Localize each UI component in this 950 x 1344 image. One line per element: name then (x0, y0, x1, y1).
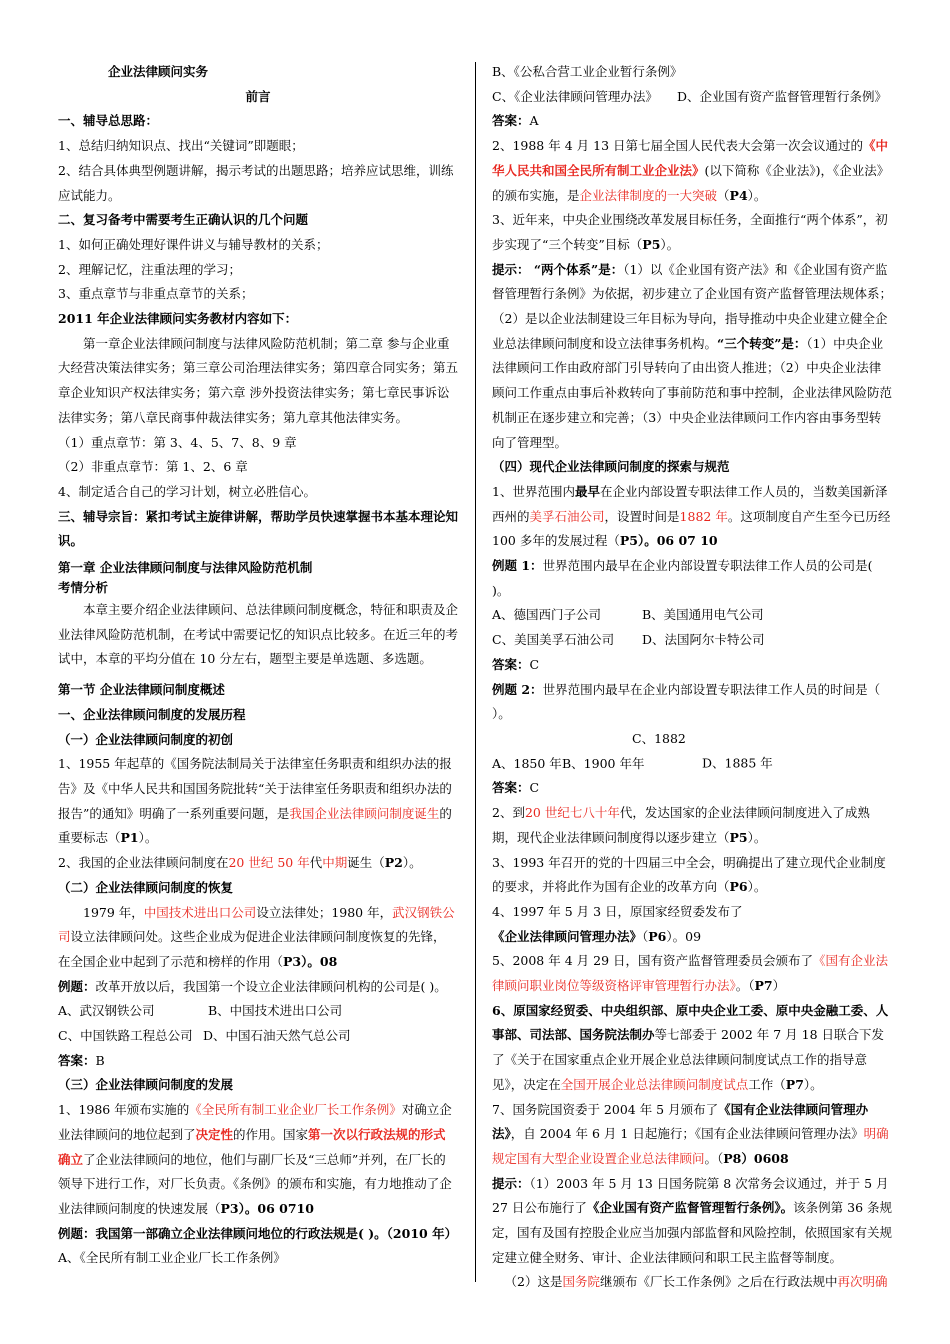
paragraph: 1、1955 年起草的《国务院法制局关于法律室任务职责和组织办法的报告》及《中华人民共和国国务院批转“关于法律室任务职责和组织办法的报告”的通知》明确了一系列重要问题，是我国企业法律顾问制度诞生的重要标志（P1）。 (58, 756, 452, 846)
paragraph: 第一章企业法律顾问制度与法律风险防范机制；第二章 参与企业重大经营决策法律实务；第三章公司治理法律实务；第四章合同实务；第五章企业知识产权法律实务；第六章 涉外投资法律实务；第七章民事诉讼法律实务；第八章民商事仲裁法律实务；第九章其他法律实务。 (58, 335, 459, 425)
right-column (492, 60, 892, 1295)
example-options: B、《公私合营工业企业暂行条例》 (492, 64, 683, 79)
paragraph: 2、我国的企业法律顾问制度在20 世纪 50 年代中期诞生（P2）。 (58, 855, 422, 871)
subsection-heading: （一）企业法律顾问制度的初创 (58, 731, 234, 747)
example-options: A、《全民所有制工业企业厂长工作条例》 (58, 1250, 286, 1266)
paragraph: （1）重点章节：第 3、4、5、7、8、9 章 (58, 434, 297, 450)
example-question: 例题 2：世界范围内最早在企业内部设置专职法律工作人员的时间是（ ）。 (492, 681, 881, 722)
example-question: 例题 1：世界范围内最早在企业内部设置专职法律工作人员的公司是( )。 (492, 558, 873, 598)
tip-paragraph: 提示：（1）2003 年 5 月 13 日国务院第 8 次常务会议通过，并于 5 月 27 日公布施行了《企业国有资产监督管理暂行条例》。该条例第 36 条规定，国有及国有控股企业应当加强内部监督和风险控制，依照国家有关规定建立健全财务、审计、企业法律顾问和职工民主监督等制度。 (492, 1175, 893, 1265)
paragraph: 1979 年，中国技术进出口公司设立法律处；1980 年，武汉钢铁公司设立法律顾问处。这些企业成为促进企业法律顾问制度恢复的先锋，在全国企业中起到了示范和榜样的作用（P3）。08 (58, 904, 455, 969)
doc-title: 企业法律顾问实务 (108, 64, 209, 79)
paragraph: 4、1997 年 5 月 3 日，原国家经贸委发布了《企业法律顾问管理办法》（P6）。09 (492, 903, 743, 944)
paragraph: 2、结合具体典型例题讲解，揭示考试的出题思路；培养应试思维，训练应试能力。 (58, 162, 454, 203)
paragraph: 3、1993 年召开的党的十四届三中全会，明确提出了建立现代企业制度的要求，并将此作为国有企业的改革方向（P6）。 (492, 854, 886, 895)
paragraph: 1、世界范围内最早在企业内部设置专职法律工作人员的，当数美国新泽西州的美孚石油公司，设置时间是1882 年。这项制度自产生至今已历经 100 多年的发展过程（P5）。06 07 10 (492, 483, 891, 549)
paragraph: 3、近年来，中央企业围绕改革发展目标任务，全面推行“两个体系”，初步实现了“三个转变”目标（P5）。 (492, 212, 888, 252)
paragraph: 4、制定适合自己的学习计划，树立必胜信心。 (58, 483, 316, 499)
paragraph: 1、总结归纳知识点、找出“关键词”即题眼； (58, 138, 304, 154)
example-options: A、武汉钢铁公司 B、中国技术进出口公司 (58, 1003, 343, 1019)
example-answer: 答案：C (492, 780, 540, 796)
section-heading: 2011 年企业法律顾问实务教材内容如下： (58, 311, 298, 327)
section-heading: 二、复习备考中需要考生正确认识的几个问题 (58, 212, 309, 228)
example-question: 例题：改革开放以后，我国第一个设立企业法律顾问机构的公司是( )。 (58, 978, 447, 994)
paragraph: 2、1988 年 4 月 13 日第七届全国人民代表大会第一次会议通过的《中华人民共和国全民所有制工业企业法》(以下简称《企业法》)，《企业法》的颁布实施，是企业法律制度的一大突破（P4）。 (492, 138, 890, 203)
section-title: 第一节 企业法律顾问制度概述 (58, 682, 225, 698)
paragraph: 5、2008 年 4 月 29 日，国有资产监督管理委员会颁布了《国有企业法律顾问职业岗位等级资格评审管理暂行办法》。（P7） (492, 953, 889, 994)
example-options: A、1850 年B、1900 年C、1882 年 D、1885 年 (492, 730, 773, 771)
chapter-subtitle: 考情分析 (58, 580, 109, 596)
section-heading: 一、辅导总思路： (58, 113, 159, 129)
chapter-title: 第一章 企业法律顾问制度与法律风险防范机制 (58, 560, 313, 576)
paragraph: 本章主要介绍企业法律顾问、总法律顾问制度概念，特征和职责及企业法律风险防范机制，在考试中需要记忆的知识点比较多。在近三年的考试中，本章的平均分值在 10 分左右，题型主要是单选题、多选题。 (58, 602, 459, 667)
example-options: C、《企业法律顾问管理办法》 D、企业国有资产监督管理暂行条例》 (492, 88, 888, 104)
subsection-heading: （二）企业法律顾问制度的恢复 (58, 879, 234, 895)
example-answer: 答案：C (492, 656, 540, 672)
paragraph: 6、原国家经贸委、中央组织部、原中央企业工委、原中央金融工委、人事部、司法部、国务院法制办等七部委于 2002 年 7 月 18 日联合下发了《关于在国家重点企业开展企业总法律顾问制度试点工作的指导意见》，决定在全国开展企业总法律顾问制度试点工作（P7）。 (492, 1002, 889, 1092)
example-answer: 答案：A (492, 113, 539, 129)
paragraph: （2）非重点章节：第 1、2、6 章 (58, 459, 248, 475)
example-options: C、中国铁路工程总公司 D、中国石油天然气总公司 (58, 1028, 351, 1044)
tip-paragraph: （2）这是国务院继颁布《厂长工作条例》之后在行政法规中再次明确 (504, 1274, 888, 1290)
example-question: 例题：我国第一部确立企业法律顾问地位的行政法规是( )。（2010 年） (58, 1225, 458, 1241)
example-options: A、德国西门子公司 B、美国通用电气公司 (492, 607, 764, 623)
paragraph: 1、如何正确处理好课件讲义与辅导教材的关系； (58, 236, 329, 252)
left-column (58, 60, 458, 1271)
tip-paragraph: 提示： “两个体系”是：（1）以《企业国有资产法》和《企业国有资产监督管理暂行条例》为依据，初步建立了企业国有资产监督管理法规体系；（2）是以企业法制建设三年目标为导向，指导推动中央企业建立健全企业总法律顾问制度和设立法律事务机构。“三个转变”是：（1）中央企业法律顾问工作由政府部门引导转向了由出资人推进；（2）中央企业法律顾问工作重点由事后补救转向了事前防范和事中控制，企业法律风险防范机制正在逐步建立和完善；（3）中央企业法律顾问工作内容由事务型转向了管理型。 (492, 261, 893, 450)
preface-heading: 前言 (245, 88, 271, 104)
example-options: C、美国美孚石油公司 D、法国阿尔卡特公司 (492, 632, 765, 648)
example-answer: 答案：B (58, 1052, 105, 1068)
subsection-heading: （四）现代企业法律顾问制度的探索与规范 (492, 459, 730, 475)
subsection-heading: （三）企业法律顾问制度的发展 (58, 1077, 234, 1093)
section-heading: 一、企业法律顾问制度的发展历程 (58, 706, 246, 722)
paragraph: 2、到20 世纪七八十年代，发达国家的企业法律顾问制度进入了成熟期，现代企业法律顾问制度得以逐步建立（P5）。 (492, 805, 870, 845)
column-divider (475, 62, 476, 1282)
paragraph: 1、1986 年颁布实施的《全民所有制工业企业厂长工作条例》对确立企业法律顾问的地位起到了决定性的作用。国家第一次以行政法规的形式确立了企业法律顾问的地位，他们与副厂长及“三总师”并列，在厂长的领导下进行工作，对厂长负责。《条例》的颁布和实施，有力地推动了企业法律顾问制度的快速发展（P3）。06 0710 (58, 1102, 452, 1216)
paragraph: 2、理解记忆，注重法理的学习； (58, 261, 241, 277)
paragraph: 3、重点章节与非重点章节的关系； (58, 286, 254, 302)
section-heading: 三、辅导宗旨：紧扣考试主旋律讲解，帮助学员快速掌握书本基本理论知识。 (58, 508, 459, 549)
paragraph: 7、国务院国资委于 2004 年 5 月颁布了《国有企业法律顾问管理办法》，自 2004 年 6 月 1 日起施行；《国有企业法律顾问管理办法》明确规定国有大型企业设置企业总法律顾问。（P8）0608 (492, 1101, 889, 1166)
